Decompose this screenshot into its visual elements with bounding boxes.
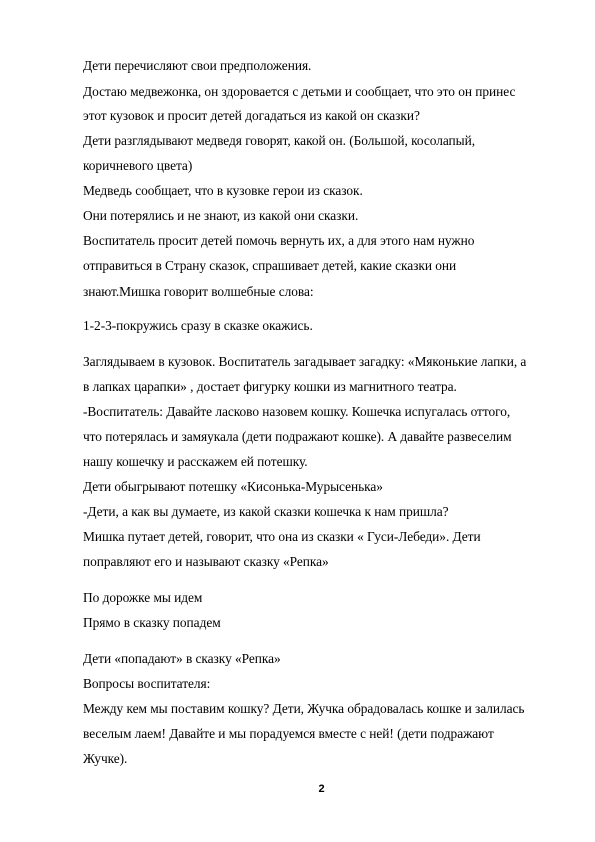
text-line: Медведь сообщает, что в кузовке герои из сказок. xyxy=(83,183,363,198)
text-line: -Воспитатель: Давайте ласково назовем кошку. Кошечка испугалась оттого, xyxy=(83,404,511,419)
text-line: Между кем мы поставим кошку? Дети, Жучка обрадовалась кошке и залилась xyxy=(83,701,525,716)
text-line: этот кузовок и просит детей догадаться из какой он сказки? xyxy=(83,108,420,123)
text-line: Мишка путает детей, говорит, что она из сказки « Гуси-Лебеди». Дети xyxy=(83,529,481,544)
text-line: Дети «попадают» в сказку «Репка» xyxy=(83,651,281,666)
text-line: что потерялась и замяукала (дети подражают кошке). А давайте развеселим xyxy=(83,429,512,444)
text-line: поправляют его и называют сказку «Репка» xyxy=(83,554,329,569)
text-line: Прямо в сказку попадем xyxy=(83,615,221,630)
text-line: Дети обыгрывают потешку «Кисонька-Мурысенька» xyxy=(83,479,383,494)
text-line: Они потерялись и не знают, из какой они сказки. xyxy=(83,208,359,223)
text-line: нашу кошечку и расскажем ей потешку. xyxy=(83,454,308,469)
text-line: веселым лаем! Давайте и мы порадуемся вместе с ней! (дети подражают xyxy=(83,726,494,741)
text-line: в лапках царапки» , достает фигурку кошки из магнитного театра. xyxy=(83,379,457,394)
text-line: Дети разглядывают медведя говорят, какой он. (Большой, косолапый, xyxy=(83,133,476,148)
text-line: Заглядываем в кузовок. Воспитатель загадывает загадку: «Мяконькие лапки, а xyxy=(83,354,527,369)
text-line: По дорожке мы идем xyxy=(83,590,203,605)
text-line: Достаю медвежонка, он здоровается с детьми и сообщает, что это он принес xyxy=(83,84,516,99)
text-line: Вопросы воспитателя: xyxy=(83,676,211,691)
text-line: отправиться в Страну сказок, спрашивает детей, какие сказки они xyxy=(83,258,457,273)
text-line: знают.Мишка говорит волшебные слова: xyxy=(83,284,314,299)
text-line: Жучке). xyxy=(83,751,128,766)
text-line: Воспитатель просит детей помочь вернуть их, а для этого нам нужно xyxy=(83,233,475,248)
text-line: коричневого цвета) xyxy=(83,158,193,173)
text-line: 1-2-3-покружись сразу в сказке окажись. xyxy=(83,318,313,333)
page-number: 2 xyxy=(318,783,325,795)
text-line: Дети перечисляют свои предположения. xyxy=(83,58,312,73)
text-line: -Дети, а как вы думаете, из какой сказки кошечка к нам пришла? xyxy=(83,504,449,519)
